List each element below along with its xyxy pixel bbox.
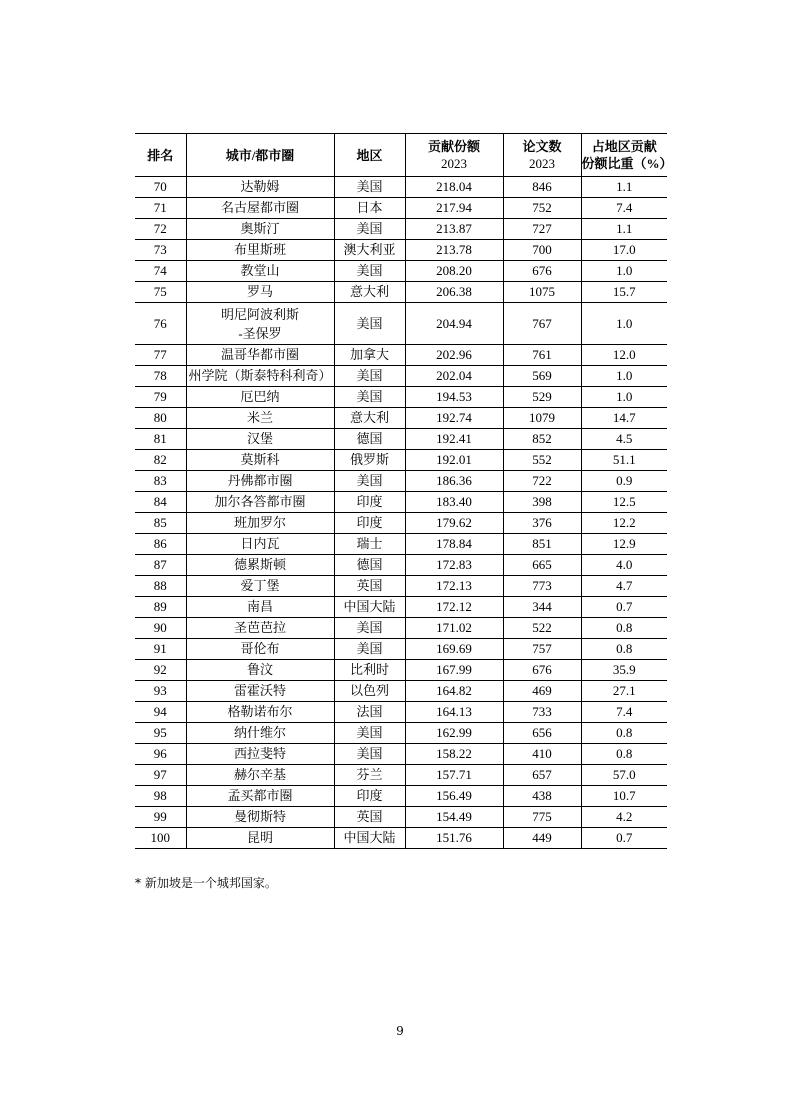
ratio-cell: 1.0 [581,303,667,345]
ratio-cell: 10.7 [581,786,667,807]
region-cell: 芬兰 [334,765,405,786]
region-cell: 美国 [334,471,405,492]
region-cell: 瑞士 [334,534,405,555]
table-row [135,555,667,576]
table-row [135,429,667,450]
ratio-cell: 4.7 [581,576,667,597]
papers-cell: 851 [503,534,581,555]
share-cell: 202.04 [405,366,503,387]
share-cell: 213.78 [405,240,503,261]
region-cell: 美国 [334,261,405,282]
papers-cell: 1075 [503,282,581,303]
city-cell: 厄巴纳 [186,387,334,408]
papers-cell: 657 [503,765,581,786]
table-row [135,597,667,618]
ratio-cell: 12.5 [581,492,667,513]
region-cell: 美国 [334,366,405,387]
region-cell: 美国 [334,744,405,765]
table-row [135,492,667,513]
header-share-year: 2023 [441,156,467,171]
ratio-cell: 35.9 [581,660,667,681]
share-cell: 178.84 [405,534,503,555]
rank-cell: 71 [135,198,186,219]
papers-cell: 676 [503,261,581,282]
share-cell: 202.96 [405,345,503,366]
ratio-cell: 0.8 [581,618,667,639]
papers-cell: 757 [503,639,581,660]
papers-cell: 449 [503,828,581,849]
table-row [135,282,667,303]
table-row [135,639,667,660]
region-cell: 美国 [334,618,405,639]
papers-cell: 727 [503,219,581,240]
papers-cell: 522 [503,618,581,639]
table-row [135,786,667,807]
footnote: * 新加坡是一个城邦国家。 [135,876,277,890]
papers-cell: 410 [503,744,581,765]
rank-cell: 72 [135,219,186,240]
city-cell: 圣芭芭拉 [186,618,334,639]
share-cell: 218.04 [405,177,503,198]
ratio-cell: 12.0 [581,345,667,366]
rank-cell: 73 [135,240,186,261]
ratio-cell: 4.0 [581,555,667,576]
ratio-cell: 7.4 [581,198,667,219]
page-number: 9 [396,1024,404,1038]
papers-cell: 846 [503,177,581,198]
table-row [135,366,667,387]
ratio-cell: 51.1 [581,450,667,471]
region-cell: 意大利 [334,282,405,303]
ratio-cell: 4.2 [581,807,667,828]
ratio-cell: 7.4 [581,702,667,723]
rank-cell: 91 [135,639,186,660]
share-cell: 217.94 [405,198,503,219]
rank-cell: 75 [135,282,186,303]
papers-cell: 773 [503,576,581,597]
table-row [135,744,667,765]
city-cell: 赫尔辛基 [186,765,334,786]
papers-cell: 376 [503,513,581,534]
region-cell: 印度 [334,492,405,513]
city-cell: 温哥华都市圈 [186,345,334,366]
ratio-cell: 14.7 [581,408,667,429]
table-row [135,261,667,282]
rank-cell: 87 [135,555,186,576]
region-cell: 印度 [334,513,405,534]
ratio-cell: 12.2 [581,513,667,534]
ratio-cell: 1.0 [581,261,667,282]
region-cell: 日本 [334,198,405,219]
table-row [135,387,667,408]
region-cell: 美国 [334,639,405,660]
city-line-2: -圣保罗 [238,325,282,341]
share-cell: 192.41 [405,429,503,450]
city-cell: 布里斯班 [186,240,334,261]
share-cell: 213.87 [405,219,503,240]
city-cell: 丹佛都市圈 [186,471,334,492]
table-row [135,450,667,471]
rank-cell: 84 [135,492,186,513]
header-papers [503,134,581,177]
share-cell: 169.69 [405,639,503,660]
papers-cell: 752 [503,198,581,219]
table-row [135,807,667,828]
papers-cell: 344 [503,597,581,618]
rank-cell: 82 [135,450,186,471]
table-row [135,513,667,534]
header-city: 城市/都市圈 [186,134,334,177]
ratio-cell: 27.1 [581,681,667,702]
region-cell: 比利时 [334,660,405,681]
papers-cell: 722 [503,471,581,492]
city-cell: 州学院（斯泰特科利奇） [186,366,334,387]
city-cell: 鲁汶 [186,660,334,681]
rank-cell: 70 [135,177,186,198]
papers-cell: 438 [503,786,581,807]
table-row [135,345,667,366]
share-cell: 154.49 [405,807,503,828]
ratio-cell: 1.1 [581,219,667,240]
rank-cell: 98 [135,786,186,807]
table-row [135,408,667,429]
city-cell: 奥斯汀 [186,219,334,240]
city-cell: 米兰 [186,408,334,429]
table-row [135,660,667,681]
table-row [135,219,667,240]
header-region: 地区 [334,134,405,177]
ratio-cell: 1.0 [581,387,667,408]
header-papers-year: 2023 [529,156,555,171]
city-cell: 爱丁堡 [186,576,334,597]
table-row [135,828,667,849]
region-cell: 德国 [334,429,405,450]
share-cell: 167.99 [405,660,503,681]
ratio-cell: 12.9 [581,534,667,555]
table-row [135,198,667,219]
city-cell: 名古屋都市圈 [186,198,334,219]
ratio-cell: 0.7 [581,597,667,618]
header-papers-label: 论文数 [522,139,562,154]
rank-cell: 89 [135,597,186,618]
papers-cell: 469 [503,681,581,702]
papers-cell: 761 [503,345,581,366]
region-cell: 中国大陆 [334,828,405,849]
ranking-table [135,133,673,849]
papers-cell: 1079 [503,408,581,429]
papers-cell: 733 [503,702,581,723]
rank-cell: 77 [135,345,186,366]
city-cell: 日内瓦 [186,534,334,555]
city-cell: 汉堡 [186,429,334,450]
table-row [135,723,667,744]
ratio-cell: 0.8 [581,723,667,744]
city-line-1: 明尼阿波利斯 [220,306,299,322]
share-cell: 164.13 [405,702,503,723]
header-ratio [581,134,673,177]
papers-cell: 852 [503,429,581,450]
table-row [135,177,667,198]
region-cell: 英国 [334,576,405,597]
share-cell: 164.82 [405,681,503,702]
header-ratio-label-2: 份额比重（%） [581,156,673,171]
table-row [135,681,667,702]
ratio-cell: 0.9 [581,471,667,492]
rank-cell: 78 [135,366,186,387]
papers-cell: 656 [503,723,581,744]
region-cell: 美国 [334,303,405,345]
ratio-cell: 57.0 [581,765,667,786]
table-row [135,303,667,345]
share-cell: 172.83 [405,555,503,576]
rank-cell: 94 [135,702,186,723]
table-row [135,471,667,492]
ratio-cell: 0.7 [581,828,667,849]
rank-cell: 76 [135,303,186,345]
region-cell: 美国 [334,177,405,198]
share-cell: 194.53 [405,387,503,408]
ratio-cell: 1.1 [581,177,667,198]
share-cell: 192.74 [405,408,503,429]
papers-cell: 569 [503,366,581,387]
city-cell: 西拉斐特 [186,744,334,765]
region-cell: 加拿大 [334,345,405,366]
papers-cell: 552 [503,450,581,471]
rank-cell: 88 [135,576,186,597]
share-cell: 179.62 [405,513,503,534]
rank-cell: 90 [135,618,186,639]
city-cell: 罗马 [186,282,334,303]
rank-cell: 83 [135,471,186,492]
city-cell: 加尔各答都市圈 [186,492,334,513]
rank-cell: 95 [135,723,186,744]
ratio-cell: 15.7 [581,282,667,303]
region-cell: 美国 [334,723,405,744]
header-share [405,134,503,177]
rank-cell: 92 [135,660,186,681]
share-cell: 157.71 [405,765,503,786]
table-row [135,618,667,639]
rank-cell: 81 [135,429,186,450]
share-cell: 206.38 [405,282,503,303]
table-header-row [135,134,667,177]
rank-cell: 93 [135,681,186,702]
rank-cell: 99 [135,807,186,828]
share-cell: 156.49 [405,786,503,807]
table-row [135,702,667,723]
region-cell: 印度 [334,786,405,807]
papers-cell: 767 [503,303,581,345]
region-cell: 中国大陆 [334,597,405,618]
header-ratio-label-1: 占地区贡献 [591,139,657,154]
ratio-cell: 1.0 [581,366,667,387]
city-cell [186,303,334,345]
city-cell: 南昌 [186,597,334,618]
header-rank: 排名 [135,134,186,177]
city-cell: 德累斯顿 [186,555,334,576]
region-cell: 美国 [334,219,405,240]
city-cell: 纳什维尔 [186,723,334,744]
share-cell: 162.99 [405,723,503,744]
city-cell: 哥伦布 [186,639,334,660]
share-cell: 183.40 [405,492,503,513]
table-row [135,240,667,261]
city-cell: 教堂山 [186,261,334,282]
rank-cell: 85 [135,513,186,534]
region-cell: 澳大利亚 [334,240,405,261]
city-cell: 曼彻斯特 [186,807,334,828]
share-cell: 204.94 [405,303,503,345]
table-row [135,534,667,555]
papers-cell: 529 [503,387,581,408]
ratio-cell: 17.0 [581,240,667,261]
share-cell: 171.02 [405,618,503,639]
region-cell: 英国 [334,807,405,828]
city-cell: 达勒姆 [186,177,334,198]
city-cell: 昆明 [186,828,334,849]
region-cell: 法国 [334,702,405,723]
papers-cell: 398 [503,492,581,513]
region-cell: 美国 [334,387,405,408]
share-cell: 172.12 [405,597,503,618]
share-cell: 172.13 [405,576,503,597]
table-row [135,576,667,597]
city-cell: 孟买都市圈 [186,786,334,807]
ratio-cell: 0.8 [581,639,667,660]
rank-cell: 74 [135,261,186,282]
ratio-cell: 4.5 [581,429,667,450]
rank-cell: 80 [135,408,186,429]
city-cell: 雷霍沃特 [186,681,334,702]
rank-cell: 86 [135,534,186,555]
region-cell: 以色列 [334,681,405,702]
rank-cell: 96 [135,744,186,765]
region-cell: 俄罗斯 [334,450,405,471]
city-cell: 莫斯科 [186,450,334,471]
table-body [135,177,667,849]
rank-cell: 79 [135,387,186,408]
share-cell: 192.01 [405,450,503,471]
papers-cell: 775 [503,807,581,828]
header-share-label: 贡献份额 [427,139,480,154]
region-cell: 意大利 [334,408,405,429]
papers-cell: 700 [503,240,581,261]
city-cell: 班加罗尔 [186,513,334,534]
share-cell: 158.22 [405,744,503,765]
table-row [135,765,667,786]
city-cell: 格勒诺布尔 [186,702,334,723]
rank-cell: 97 [135,765,186,786]
papers-cell: 676 [503,660,581,681]
papers-cell: 665 [503,555,581,576]
ratio-cell: 0.8 [581,744,667,765]
share-cell: 208.20 [405,261,503,282]
share-cell: 151.76 [405,828,503,849]
share-cell: 186.36 [405,471,503,492]
region-cell: 德国 [334,555,405,576]
rank-cell: 100 [135,828,186,849]
